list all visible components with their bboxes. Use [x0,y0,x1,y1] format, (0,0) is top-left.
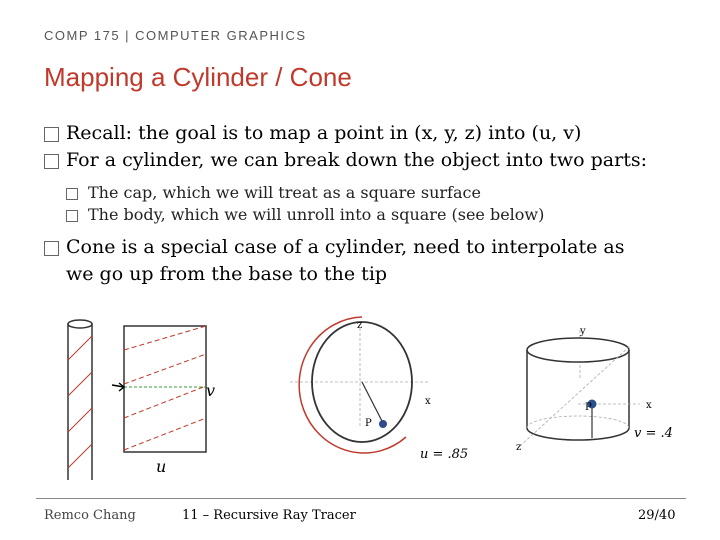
v-axis-label: v [206,381,216,400]
sub-bullet-item [66,204,684,226]
circle-top-view [290,317,468,462]
footer-divider [36,498,686,499]
circle-p-label: P [365,418,372,429]
cylinder-p-label: P [585,402,592,413]
sub-bullet-text: The cap, which we will treat as a square surface [88,183,481,202]
checkbox-bullet-icon [66,210,78,222]
checkbox-bullet-icon [44,154,59,169]
bullet-item [44,147,684,174]
bullet-text: Cone is a special case of a cylinder, need to interpolate as [66,236,625,258]
cylinder-y-label: y [580,326,586,337]
u-value-label: u = .85 [420,447,469,462]
cylinder-3d [516,326,673,453]
footer-lecture: 11 – Recursive Ray Tracer [182,508,356,523]
bullet-item [44,234,684,288]
cylinder-x-label: x [646,400,652,411]
checkbox-bullet-icon [66,188,78,200]
bullet-text-continued: we go up from the base to the tip [66,263,388,285]
bullet-item [44,120,684,147]
circle-x-label: x [425,396,431,407]
slide-title: Mapping a Cylinder / Cone [44,62,352,92]
v-value-label: v = .4 [634,426,673,441]
u-axis-label: u [156,457,167,476]
sub-bullet-item [66,182,684,204]
sub-bullet-text: The body, which we will unroll into a square (see below) [88,205,545,224]
footer-author: Remco Chang [44,508,136,523]
bullet-text: For a cylinder, we can break down the object into two parts: [66,149,647,171]
unrolled-square [112,326,215,476]
cylinder-mapping-figure [30,300,690,480]
circle-z-label: z [357,320,363,331]
course-header: COMP 175 | COMPUTER GRAPHICS [44,28,307,43]
checkbox-bullet-icon [44,127,59,142]
bullet-list [44,120,684,288]
stripe-cylinder [68,320,92,480]
checkbox-bullet-icon [44,241,59,256]
cylinder-z-label: z [516,442,522,453]
bullet-text: Recall: the goal is to map a point in (x, y, z) into (u, v) [66,122,582,144]
footer-page-number: 29/40 [638,508,676,523]
